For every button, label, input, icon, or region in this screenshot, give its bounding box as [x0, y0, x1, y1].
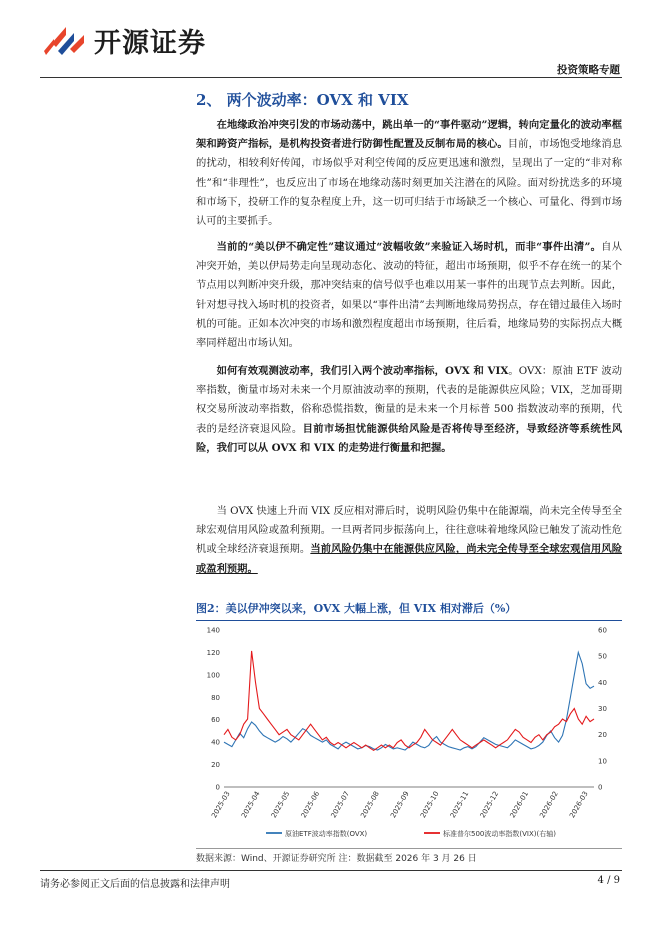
x-tick-8: 2025-11	[448, 790, 471, 820]
chart-x-ticks	[210, 790, 590, 820]
chart-legend	[266, 829, 556, 838]
y-right-tick-0: 0	[598, 783, 603, 792]
volatility-line-chart	[196, 622, 622, 844]
y-left-tick-4: 80	[211, 693, 220, 702]
brand-logo	[40, 20, 206, 60]
y-right-tick-2: 20	[598, 731, 607, 740]
x-tick-5: 2025-08	[359, 790, 381, 820]
brand-name: 开源证券	[94, 27, 206, 59]
y-left-tick-5: 100	[206, 671, 220, 680]
figure-source: 数据来源：Wind、开源证券研究所 注：数据截至 2026 年 3 月 26 日	[196, 848, 622, 864]
section-title: 2、 两个波动率：OVX 和 VIX	[196, 91, 409, 109]
x-tick-7: 2025-10	[419, 790, 441, 820]
chart-series-layer	[224, 651, 594, 751]
paragraph-4-body: 当 OVX 快速上升而 VIX 反应相对滞后时，说明风险仍集中在能源端，尚未完全传导至全球宏观信用风险或盈利预期。一旦两者同步振荡向上，往往意味着地缘风险已触发了流动性危机或全球经济衰退预期。	[196, 505, 622, 556]
paragraph-4-emphasis: 当前风险仍集中在能源供应风险，尚未完全传导至全球宏观信用风险或盈利预期。	[196, 543, 623, 575]
paragraph-2-lead: 当前的“美以伊不确定性”建议通过“波幅收敛”来验证入场时机，而非“事件出清”。	[216, 241, 602, 253]
x-tick-4: 2025-07	[329, 790, 352, 820]
x-tick-9: 2025-12	[478, 790, 501, 820]
paragraph-2	[196, 238, 622, 353]
y-left-tick-1: 20	[211, 761, 220, 770]
header-divider	[40, 77, 622, 78]
paragraph-4	[196, 502, 622, 579]
brand-mark-icon	[40, 21, 88, 59]
y-right-tick-6: 60	[598, 626, 607, 635]
paragraph-3-emphasis: 目前市场担忧能源供给风险是否将传导至经济，导致经济等系统性风险，我们可以从 OVX 和 VIX 的走势进行衡量和把握。	[196, 422, 623, 454]
y-left-tick-2: 40	[211, 738, 220, 747]
y-right-tick-5: 50	[598, 652, 607, 661]
x-tick-2: 2025-05	[269, 790, 292, 820]
paragraph-2-body: 自从冲突开始，美以伊局势走向呈现动态化、波动的特征，超出市场预期，似乎不存在统一的某个节点用以判断冲突升级，那冲突结束的信号似乎也难以用某一事件的出现节点去判断。因此，针对想寻找入场时机的投资者，如果以“事件出清”去判断地缘局势拐点，存在错过最佳入场时机的可能。正如本次冲突的市场和激烈程度超出市场预期，往后看，地缘局势的实际拐点大概率同样超出市场认知。	[196, 241, 623, 350]
x-tick-10: 2026-01	[508, 790, 531, 820]
y-left-tick-7: 140	[206, 626, 220, 635]
page-number: 4 / 9	[597, 875, 620, 886]
paragraph-3	[196, 362, 622, 458]
y-right-tick-4: 40	[598, 678, 607, 687]
report-category: 投资策略专题	[557, 64, 620, 76]
paragraph-1-lead: 在地缘政治冲突引发的市场动荡中，跳出单一的“事件驱动”逻辑，转向定量化的波动率框架和跨资产指标，是机构投资者进行防御性配置及反制布局的核心。	[196, 119, 622, 151]
x-tick-6: 2025-09	[389, 790, 411, 820]
y-left-tick-0: 0	[215, 783, 220, 792]
paragraph-3-body: 。OVX：原油 ETF 波动率指数，衡量市场对未来一个月原油波动率的预期，代表的是能源供应风险；VIX，芝加哥期权交易所波动率指数，俗称恐慌指数，衡量的是未来一个月标普 500 指数波动率的预期，代表的是经济衰退风险。	[196, 365, 622, 435]
figure-title: 图2：美以伊冲突以来，OVX 大幅上涨，但 VIX 相对滞后（%）	[196, 600, 622, 621]
legend-label-1: 标准普尔500波动率指数(VIX)(右轴)	[443, 830, 556, 838]
y-left-tick-6: 120	[206, 648, 220, 657]
x-tick-11: 2026-02	[538, 790, 560, 820]
series-line-1	[224, 651, 594, 751]
legend-label-0: 原油ETF波动率指数(OVX)	[285, 830, 368, 838]
paragraph-1	[196, 116, 622, 231]
x-tick-12: 2026-03	[568, 790, 590, 820]
y-left-tick-3: 60	[211, 716, 220, 725]
chart-axes	[207, 627, 607, 792]
paragraph-1-body: 目前，市场饱受地缘消息的扰动，相较利好传闻，市场似乎对利空传闻的反应更迅速和激烈，呈现出了一定的“非对称性”和“非理性”，也反应出了市场在地缘动荡时刻更加关注潜在的风险。面对纷扰迭多的环境和市场下，投研工作的复杂程度上升，这一切可归结于市场缺乏一个核心、可量化、得到市场认可的主要抓手。	[196, 138, 623, 228]
footer-divider	[40, 870, 622, 871]
y-right-tick-3: 30	[598, 705, 607, 713]
paragraph-3-lead: 如何有效观测波动率，我们引入两个波动率指标，OVX 和 VIX	[216, 365, 509, 377]
y-right-tick-1: 10	[598, 757, 607, 766]
x-tick-1: 2025-04	[240, 790, 262, 820]
footer-disclaimer: 请务必参阅正文后面的信息披露和法律声明	[40, 879, 230, 890]
x-tick-3: 2025-06	[299, 790, 322, 820]
x-tick-0: 2025-03	[210, 790, 232, 820]
